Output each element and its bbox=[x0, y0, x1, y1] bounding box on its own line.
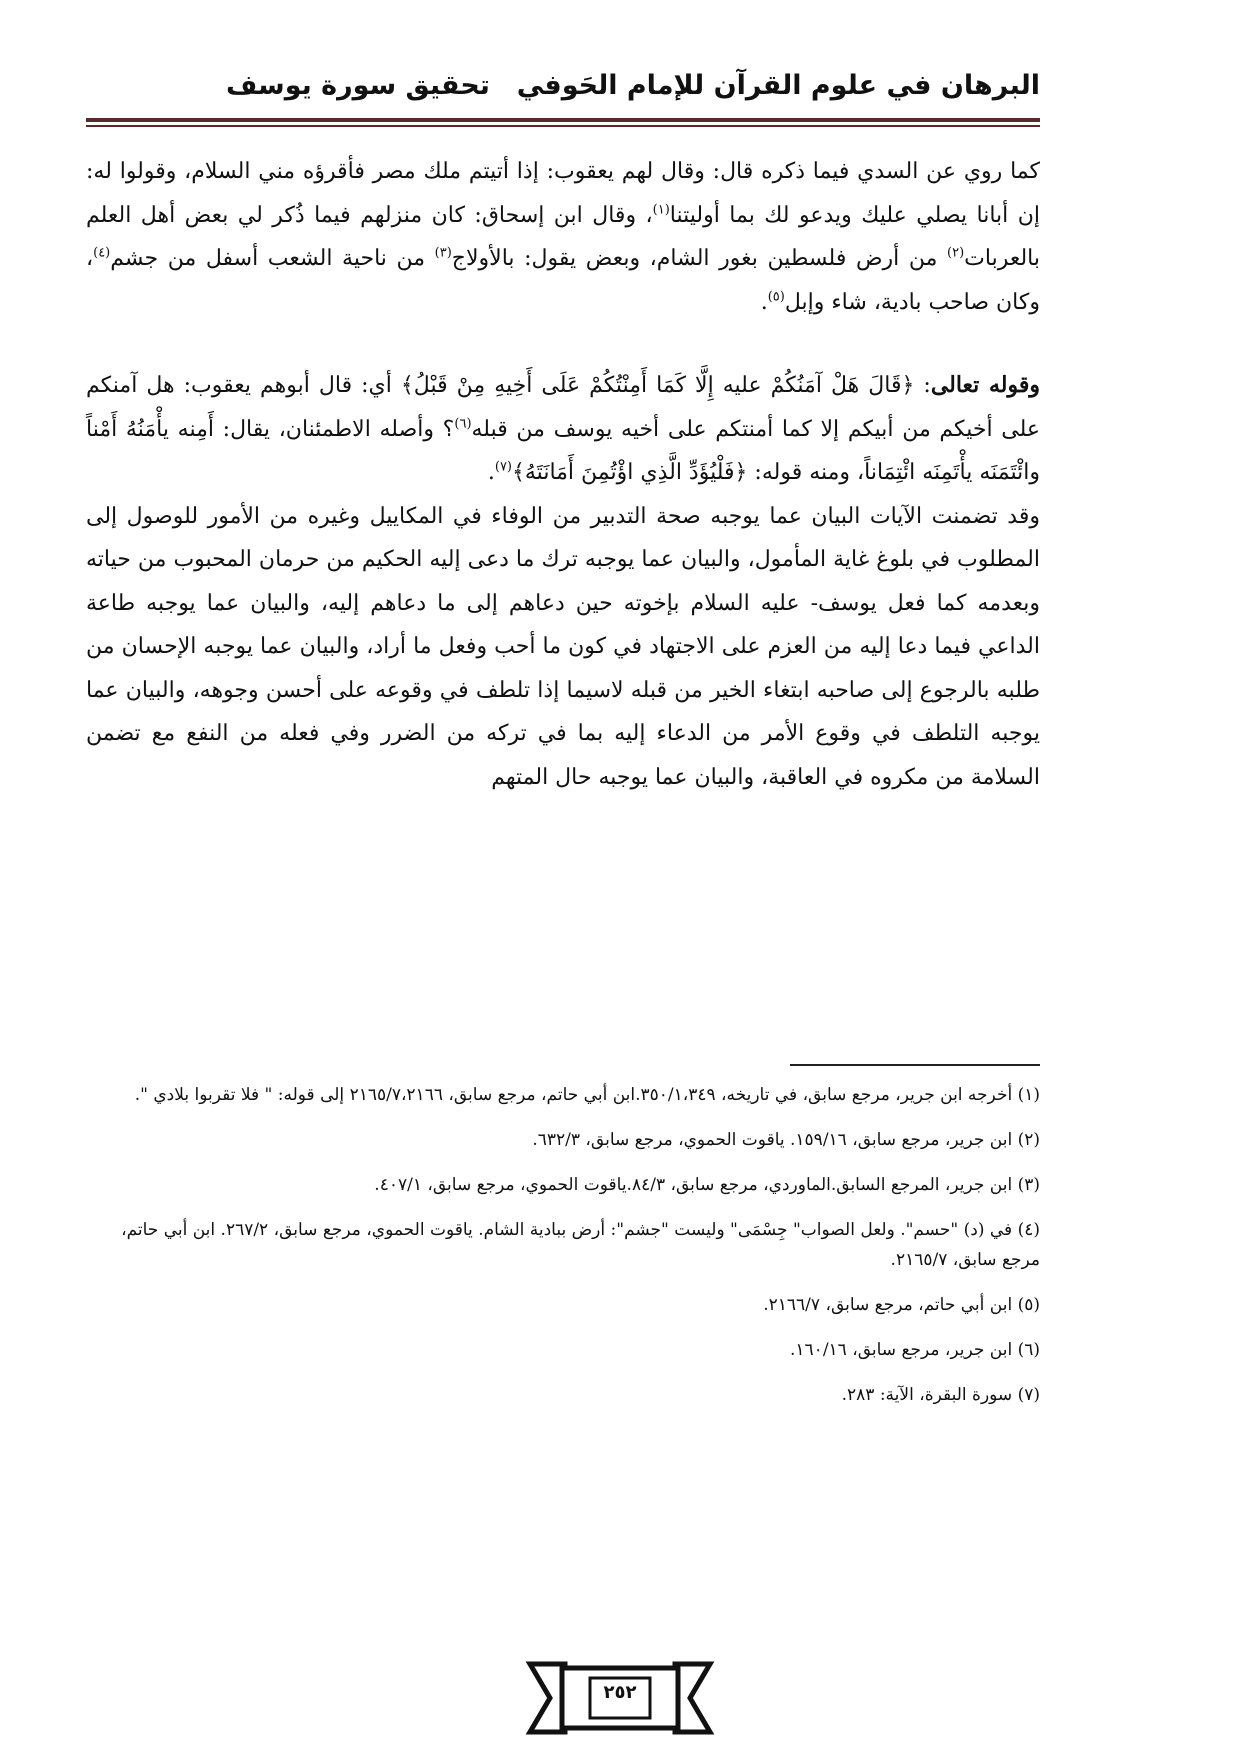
page-number: ٢٥٢ bbox=[603, 1682, 637, 1703]
footnote-4: (٤) في (د) "حسم". ولعل الصواب" جِسْمَى" وليست "جشم": أرض ببادية الشام. ياقوت الحموي، مرجع سابق، ٢٦٧/٢. ابن أبي حاتم، مرجع سابق، ٢١٦٥/٧. bbox=[121, 1220, 1040, 1270]
paragraph-1-part-f: . bbox=[760, 289, 768, 315]
section-title: تحقيق سورة يوسف bbox=[226, 70, 490, 101]
footnote-2: (٢) ابن جرير، مرجع سابق، ١٥٩/١٦. ياقوت الحموي، مرجع سابق، ٦٣٢/٣. bbox=[532, 1130, 1040, 1150]
footnotes bbox=[86, 1080, 1040, 1425]
header-rule-thick bbox=[86, 118, 1040, 122]
paragraph-2-part-c: . bbox=[487, 460, 495, 485]
paragraph-1-part-c: من أرض فلسطين بغور الشام، وبعض يقول: بالأولاج bbox=[451, 246, 948, 271]
footnote-ref-5: (٥) bbox=[767, 289, 785, 305]
paragraph-2 bbox=[86, 364, 1040, 495]
footnote-5: (٥) ابن أبي حاتم، مرجع سابق، ٢١٦٦/٧. bbox=[763, 1295, 1040, 1315]
footnote-ref-4: (٤) bbox=[93, 245, 111, 261]
header-rule-thin bbox=[86, 125, 1040, 127]
paragraph-2-part-a: : ﴿قَالَ هَلْ آمَنُكُمْ عليه إِلَّا كَمَا أَمِنْتُكُمْ عَلَى أَخِيهِ مِنْ قَبْلُ﴾ أي: قال أبوهم يعقوب: هل آمنكم على أخيكم من أبيكم إلا كما أمنتكم على أخيه يوسف من قبله bbox=[86, 373, 1040, 442]
paragraph-1-part-e: ، وكان صاحب بادية، شاء وإبل bbox=[86, 246, 1040, 315]
footnote-separator bbox=[790, 1064, 1040, 1066]
footnote-7: (٧) سورة البقرة، الآية: ٢٨٣. bbox=[841, 1385, 1040, 1405]
page-number-ornament bbox=[520, 1658, 720, 1738]
paragraph-1-part-b: ، وقال ابن إسحاق: كان منزلهم فيما ذُكر لي بعض أهل العلم بالعربات bbox=[86, 202, 1040, 271]
footnote-ref-3: (٣) bbox=[434, 245, 452, 261]
paragraph-1-part-a: كما روي عن السدي فيما ذكره قال: وقال لهم يعقوب: إذا أتيتم ملك مصر فأقرؤه مني السلام، وقولوا له: إن أبانا يصلي عليك ويدعو لك بما أوليتنا bbox=[86, 159, 1040, 228]
footnote-3: (٣) ابن جرير، المرجع السابق.الماوردي، مرجع سابق، ٨٤/٣.ياقوت الحموي، مرجع سابق، ٤٠٧/١. bbox=[374, 1175, 1040, 1195]
paragraph-1 bbox=[86, 150, 1040, 324]
footnote-ref-6: (٦) bbox=[454, 416, 472, 432]
paragraph-3: وقد تضمنت الآيات البيان عما يوجبه صحة التدبير من الوفاء في المكاييل وغيره من الأمور للوصول إلى المطلوب في بلوغ غاية المأمول، والبيان عما يوجبه ترك ما دعى إليه الحكيم من حرمان المحبوب من حياته وبعدمه كما فعل يوسف- عليه السلام بإخوته حين دعاهم إلى ما دعاهم إليه، والبيان عما يوجبه طاعة الداعي فيما دعا إليه من العزم على الاجتهاد في كون ما أحب وفعل ما أراد، والبيان عما يوجبه الإحسان من طلبه بالرجوع إلى صاحبه ابتغاء الخير من قبله لاسيما إذا تلطف في وقوعه على أحسن وجوهه، والبيان عما يوجبه التلطف في وقوع الأمر من الدعاء إليه بما في تركه من الضرر وفي فعله من النفع مع تضمن السلامة من مكروه في العاقبة، والبيان عما يوجبه حال المتهم bbox=[86, 503, 1040, 790]
verse-lead: وقوله تعالى bbox=[930, 372, 1040, 398]
footnote-ref-7: (٧) bbox=[494, 459, 512, 475]
book-title: البرهان في علوم القرآن للإمام الحَوفي bbox=[516, 70, 1040, 101]
footnote-ref-2: (٢) bbox=[947, 245, 965, 261]
footnote-ref-1: (١) bbox=[652, 202, 670, 218]
paragraph-1-part-d: من ناحية الشعب أسفل من جشم bbox=[110, 246, 435, 271]
paragraph-2-part-b: ؟ وأصله الاطمئنان، يقال: أَمِنه يأْمَنُهُ أَمْناً وائْتَمَنَه يأْتَمِنَه ائْتِمَاناً، ومنه قوله: ﴿فَلْيُؤَدِّ الَّذِي اؤْتُمِنَ أَمَانَتَهُ﴾ bbox=[86, 416, 1040, 485]
main-text bbox=[86, 150, 1040, 799]
footnote-6: (٦) ابن جرير، مرجع سابق، ١٦٠/١٦. bbox=[790, 1340, 1040, 1360]
footnote-1: (١) أخرجه ابن جرير، مرجع سابق، في تاريخه، ٣٥٠/١،٣٤٩.ابن أبي حاتم، مرجع سابق، ٢١٦٥/٧،٢١٦٦ إلى قوله: " فلا تقربوا بلادي ". bbox=[134, 1085, 1040, 1105]
page-header bbox=[86, 70, 1040, 114]
